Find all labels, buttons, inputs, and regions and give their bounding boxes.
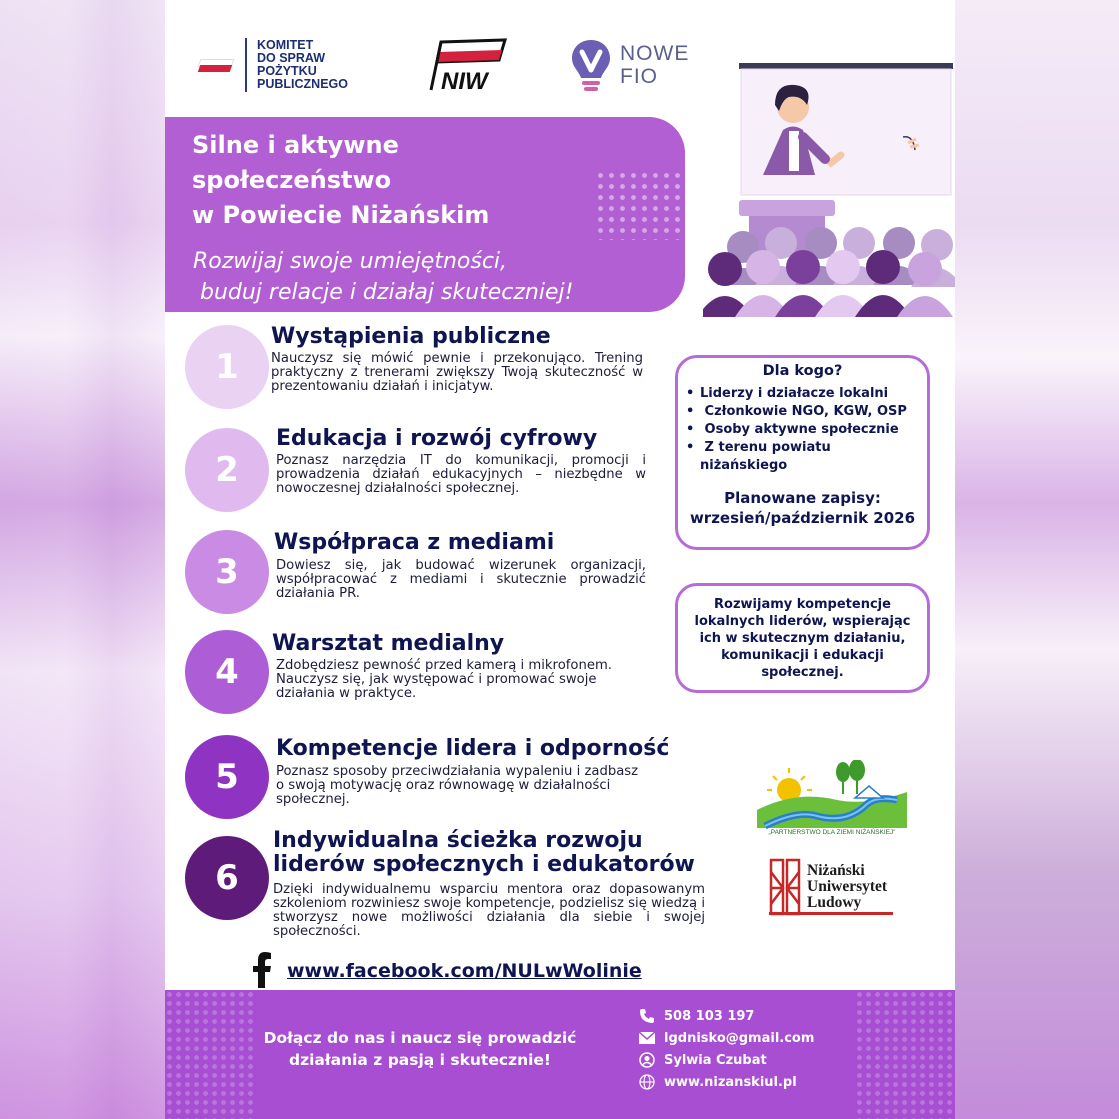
background-blur-left [0,0,165,1119]
logo-divider [245,38,247,92]
item-description: Poznasz sposoby przeciwdziałania wypaleniu i zadbasz o swoją motywację oraz równowagę w działalności społecznej. [276,764,639,807]
tagline-line: działania z pasją i skutecznie! [288,1051,551,1069]
facebook-icon[interactable] [251,952,273,988]
lecture-illustration [703,55,955,317]
contact-phone[interactable] [638,1007,754,1025]
item-title: Kompetencje lidera i odporność [276,736,670,761]
footer-tagline [240,1027,600,1071]
background-blur-right [954,0,1119,1119]
komitet-logo [197,38,348,92]
item-number-badge: 1 [185,325,269,409]
decorative-dots [595,170,685,240]
website-url: www.nizanskiul.pl [664,1074,797,1090]
nul-underline [769,912,893,915]
item-title-line: Indywidualna ścieżka rozwoju [273,828,643,853]
item-title-line: liderów społecznych i edukatorów [273,852,695,877]
nul-emblem-icon [769,858,801,916]
phone-icon [638,1007,656,1025]
tagline-line: Dołącz do nas i naucz się prowadzić [263,1029,577,1047]
title-line: społeczeństwo [192,166,392,194]
item-description: Nauczysz się mówić pewnie i przekonująco. Trening praktyczny z trenerami zwiększy Twoją skuteczność w prezentowaniu działań i inicjatyw. [271,351,643,394]
decorative-dots [855,990,955,1119]
item-number-badge: 5 [185,735,269,819]
lgd-caption: „PARTNERSTWO DLA ZIEMI NIŻAŃSKIEJ” [768,829,896,836]
poster [165,0,955,1119]
audience-list [684,385,907,475]
item-title: Warsztat medialny [272,631,505,656]
subtitle-line: Rozwijaj swoje umiejętności, [193,249,508,274]
item-title [273,829,695,877]
item-description: Poznasz narzędzia IT do komunikacji, promocji i prowadzenia działań edukacyjnych – niezbędne w nowoczesnej działalności społecznej. [276,453,646,496]
audience-item: • Z terenu powiatu [684,439,907,457]
contact-name: Sylwia Czubat [664,1052,767,1068]
mission-text: Rozwijamy kompetencje lokalnych liderów, wspierając ich w skutecznym działaniu, komunikacji i edukacji społecznej. [694,597,911,680]
phone-number: 508 103 197 [664,1008,755,1024]
item-number-badge: 3 [185,530,269,614]
polish-flag-icon [197,53,235,77]
komitet-line: DO SPRAW [257,51,326,65]
audience-box [675,355,930,550]
mission-box [675,583,930,693]
item-description: Zdobędziesz pewność przed kamerą i mikrofonem. Nauczysz się, jak występować i promować swoje działania w praktyce. [276,658,612,701]
item-title: Edukacja i rozwój cyfrowy [276,426,598,451]
komitet-line: POŻYTKU [257,64,317,78]
audience-item: • Członkowie NGO, KGW, OSP [684,403,907,421]
audience-item: • Osoby aktywne społecznie [684,421,907,439]
contact-person [638,1051,767,1069]
audience-item: • Liderzy i działacze lokalni [684,385,907,403]
fio-line1: NOWE [620,42,690,65]
item-title: Wystąpienia publiczne [271,324,551,349]
page-subtitle [193,246,573,308]
niw-text: NIW [441,68,488,95]
komitet-line: PUBLICZNEGO [257,77,348,91]
komitet-line: KOMITET [257,38,314,52]
footer [165,990,955,1119]
email-address: lgdnisko@gmail.com [664,1030,815,1046]
page-title [192,128,489,233]
enrollment-dates: wrzesień/październik 2026 [689,509,916,527]
contact-website[interactable] [638,1073,797,1091]
facebook-link[interactable]: www.facebook.com/NULwWolinie [287,960,642,982]
fio-line2: FIO [620,65,658,88]
mail-icon [638,1029,656,1047]
globe-icon [638,1073,656,1091]
enrollment-label: Planowane zapisy: [724,489,881,507]
item-number-badge: 4 [185,630,269,714]
subtitle-line: buduj relacje i działaj skuteczniej! [193,280,574,305]
audience-item-continued: niżańskiego [700,458,788,473]
contact-email[interactable] [638,1029,814,1047]
nul-line: Ludowy [807,894,862,911]
user-icon [638,1051,656,1069]
item-title: Współpraca z mediami [274,530,555,555]
audience-title: Dla kogo? [762,363,843,379]
item-description: Dzięki indywidualnemu wsparciu mentora oraz dopasowanym szkoleniom rozwiniesz swoje kompetencje, podzielisz się wiedzą i stworzysz nowe możliwości działania dla siebie i swojej społeczności. [273,882,705,939]
item-number-badge: 2 [185,428,269,512]
title-line: Silne i aktywne [192,131,399,159]
nul-logo [769,858,887,916]
nul-line: Uniwersytet [807,878,888,895]
nowe-fio-logo [570,38,689,92]
nul-line: Niżański [807,862,865,879]
niw-logo [427,38,509,96]
item-description: Dowiesz się, jak budować wizerunek organizacji, współpracować z mediami i skutecznie prowadzić działania PR. [276,558,646,601]
enrollment-info [678,488,927,528]
item-number-badge: 6 [185,836,269,920]
title-line: w Powiecie Niżańskim [192,201,490,229]
lightbulb-icon [570,38,612,92]
